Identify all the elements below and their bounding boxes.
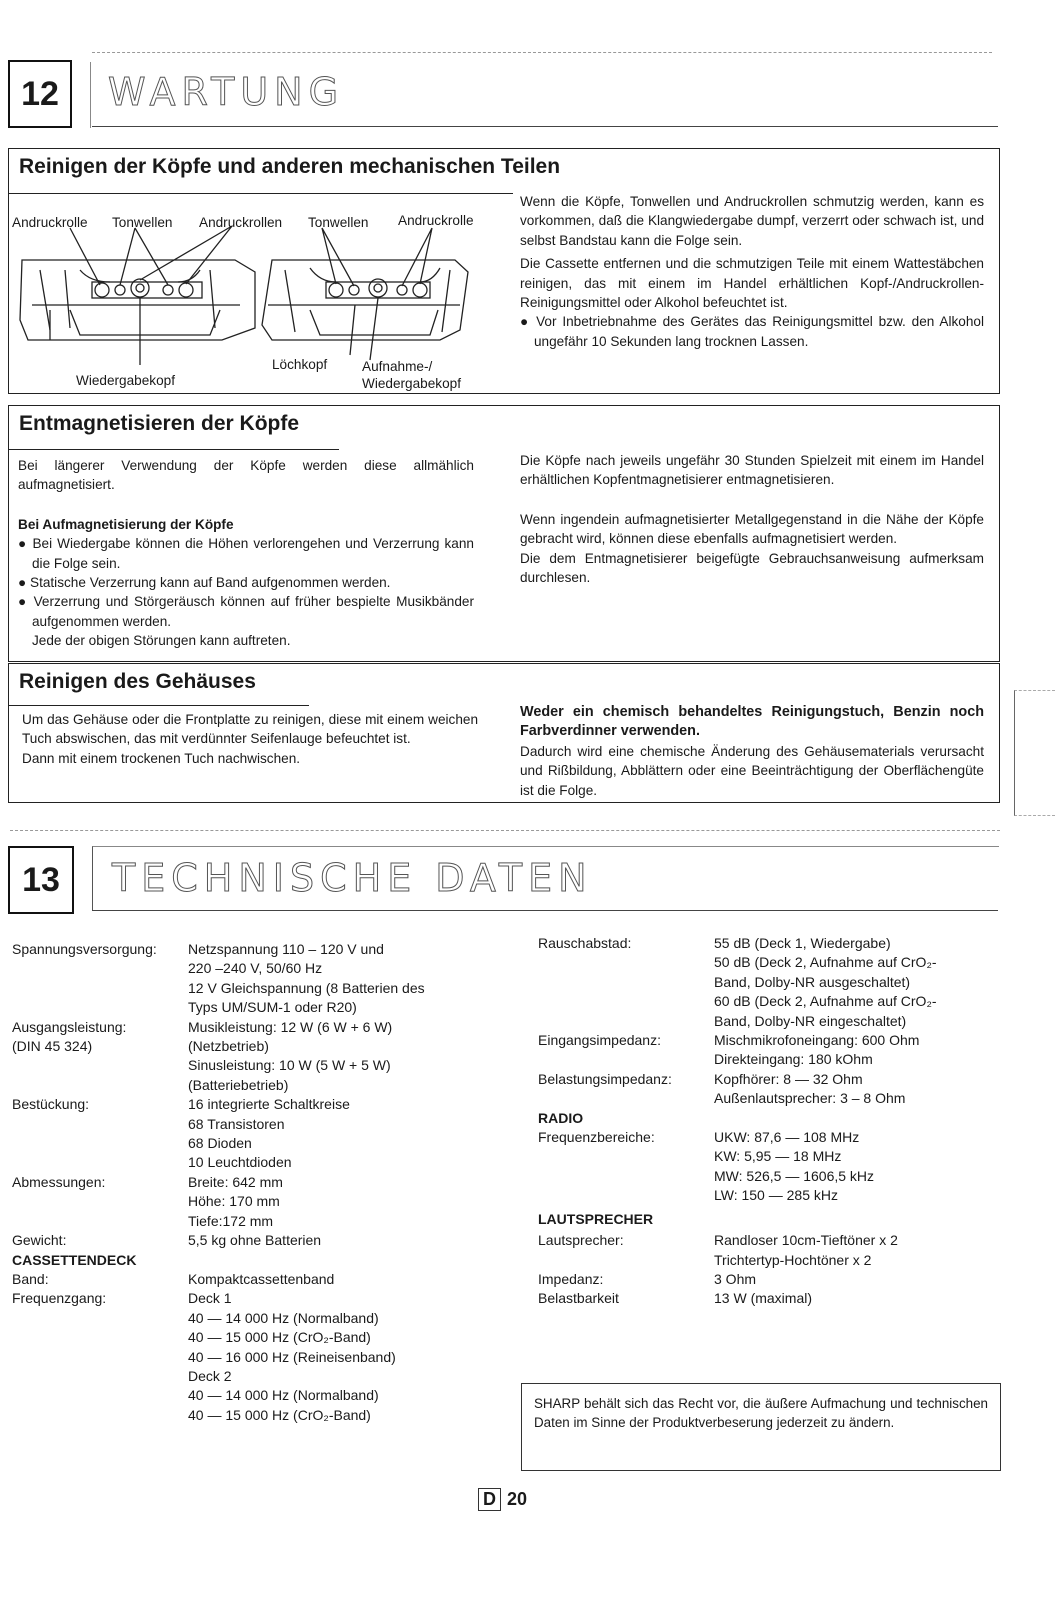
cassette-heading: CASSETTENDECK xyxy=(12,1251,137,1268)
spec-value: Außenlautsprecher: 3 – 8 Ohm xyxy=(714,1090,906,1107)
spec-label-load-impedance: Belastungsimpedanz: xyxy=(538,1070,672,1087)
spec-value: Deck 2 xyxy=(188,1367,232,1384)
demag-subhead: Bei Aufmagnetisierung der Köpfe xyxy=(18,516,234,532)
spec-value: 220 –240 V, 50/60 Hz xyxy=(188,960,323,977)
spec-values-noise xyxy=(714,934,998,1031)
demag-right-p1: Die Köpfe nach jeweils ungefähr 30 Stunden Spielzeit mit einem im Handel erhältlichen Kopfentmagnetisierer entmagnetisieren. xyxy=(520,453,984,488)
spec-row-input-impedance xyxy=(538,1031,1008,1070)
demag-header xyxy=(9,406,999,448)
section-13-title: TECHNISCHE DATEN xyxy=(112,856,593,900)
sharp-disclaimer: SHARP behält sich das Recht vor, die äußere Aufmachung und technischen Daten im Sinne der Produktverbeserung jederzeit zu ändern. xyxy=(521,1383,1001,1471)
spec-value: Deck 1 xyxy=(188,1290,232,1307)
spec-value: (Batteriebetrieb) xyxy=(188,1076,289,1093)
demag-right-text xyxy=(520,451,984,587)
spec-row-radio xyxy=(538,1128,1008,1206)
spec-values-components xyxy=(188,1095,350,1173)
spec-value: Randloser 10cm-Tieftöner x 2 xyxy=(714,1232,898,1249)
label-aufnahme-2: Wiedergabekopf xyxy=(362,376,461,391)
spec-value: 40 — 14 000 Hz (Normalband) xyxy=(188,1387,379,1404)
spec-row-power xyxy=(12,940,512,1018)
heads-cleaning-header xyxy=(9,149,999,193)
spec-value: KW: 5,95 — 18 MHz xyxy=(714,1148,842,1165)
tape-mechanism-diagram xyxy=(10,210,510,390)
spec-value: Trichtertyp-Hochtöner x 2 xyxy=(714,1251,872,1268)
spec-value: Mischmikrofoneingang: 600 Ohm xyxy=(714,1032,920,1049)
spec-value: Breite: 642 mm xyxy=(188,1173,283,1190)
spec-label-radio: Frequenzbereiche: xyxy=(538,1129,655,1146)
spec-label-output-2: (DIN 45 324) xyxy=(12,1038,93,1055)
spec-row-load-impedance xyxy=(538,1070,1008,1109)
demag-left-text xyxy=(18,456,474,651)
spec-value: 68 Transistoren xyxy=(188,1115,285,1132)
radio-heading: RADIO xyxy=(538,1109,584,1126)
spec-row-impedance xyxy=(538,1270,1008,1289)
demag-closing: Jede der obigen Störungen kann auftreten. xyxy=(32,633,291,649)
spec-value: Tiefe:172 mm xyxy=(188,1212,274,1229)
spec-value: 16 integrierte Schaltkreise xyxy=(188,1096,350,1113)
housing-left-p1: Um das Gehäuse oder die Frontplatte zu reinigen, diese mit einem weichen Tuch abswischen, das mit verdünnter Seifenlauge befeuchtet ist. xyxy=(22,712,478,747)
housing-title-underline xyxy=(9,705,309,706)
label-andruckrolle-left: Andruckrolle xyxy=(12,215,88,230)
housing-left-p2: Dann mit einem trockenen Tuch nachwischen. xyxy=(22,750,301,766)
spec-label-noise: Rauschabstad: xyxy=(538,935,632,951)
label-tonwellen-left: Tonwellen xyxy=(112,215,173,230)
spec-value: 40 — 15 000 Hz (CrO₂-Band) xyxy=(188,1406,371,1423)
spec-values-radio xyxy=(714,1128,874,1206)
spec-value: 40 — 14 000 Hz (Normalband) xyxy=(188,1309,379,1326)
heads-cleaning-text xyxy=(520,192,984,351)
spec-label-frequency: Frequenzgang: xyxy=(12,1290,107,1307)
spec-label-load: Belastbarkeit xyxy=(538,1290,619,1307)
demag-bullet-3 xyxy=(18,592,474,631)
housing-title: Reinigen des Gehäuses xyxy=(19,670,256,693)
spec-value: 60 dB (Deck 2, Aufnahme auf CrO₂- xyxy=(714,993,937,1010)
spec-value: 12 V Gleichspannung (8 Batterien des xyxy=(188,979,425,996)
spec-values-power xyxy=(188,940,425,1018)
demag-bullet-2-text: Statische Verzerrung kann auf Band aufgenommen werden. xyxy=(30,575,391,591)
section-12-title: WARTUNG xyxy=(108,70,345,114)
spec-value: Netzspannung 110 – 120 V und xyxy=(188,941,384,957)
spec-row-dimensions xyxy=(12,1173,512,1231)
demag-bullet-3-text: Verzerrung und Störgeräusch können auf früher bespielte Musikbänder aufgenommen werden. xyxy=(32,594,474,629)
heads-cleaning-title: Reinigen der Köpfe und anderen mechanischen Teilen xyxy=(19,155,561,178)
section-12-top-rule xyxy=(92,52,992,53)
spec-values-weight xyxy=(188,1231,321,1250)
bullet-icon: ● xyxy=(18,575,30,591)
demag-title-underline xyxy=(9,449,339,450)
spec-row-output xyxy=(12,1018,512,1096)
heads-bullet-text: Vor Inbetriebnahme des Gerätes das Reinigungsmittel bzw. den Alkohol ungefähr 10 Sekunden lang trocknen Lassen. xyxy=(534,314,984,349)
demag-bullet-1 xyxy=(18,534,474,573)
label-loechkopf: Löchkopf xyxy=(272,357,328,372)
heads-title-underline xyxy=(9,193,513,194)
demag-title: Entmagnetisieren der Köpfe xyxy=(19,412,300,435)
specs-right xyxy=(538,934,1008,1309)
spec-value: UKW: 87,6 — 108 MHz xyxy=(714,1129,860,1146)
label-aufnahme-1: Aufnahme-/ xyxy=(362,359,433,374)
spec-value: 10 Leuchtdioden xyxy=(188,1154,292,1171)
spec-values-speaker xyxy=(714,1231,898,1270)
spec-label-power: Spannungsversorgung: xyxy=(12,941,157,957)
spec-label-output-1: Ausgangsleistung: xyxy=(12,1018,127,1035)
spec-label-band: Band: xyxy=(12,1270,49,1287)
spec-row-speaker xyxy=(538,1231,1008,1270)
spec-values-frequency xyxy=(188,1289,396,1425)
section-13-number: 13 xyxy=(8,846,74,914)
housing-left-text xyxy=(22,710,478,768)
spec-value: Kopfhörer: 8 — 32 Ohm xyxy=(714,1070,863,1087)
page-number-value: 20 xyxy=(507,1489,528,1509)
spec-value: 50 dB (Deck 2, Aufnahme auf CrO₂- xyxy=(714,954,937,971)
section-12-bottom-rule xyxy=(92,126,998,127)
heads-para-1: Wenn die Köpfe, Tonwellen und Andruckrollen schmutzig werden, kann es vorkommen, daß die Klangwiedergabe dumpf, verzerrt oder schwach ist, und selbst Bandstau kann die Folge sein. xyxy=(520,194,984,248)
spec-value: Direkteingang: 180 kOhm xyxy=(714,1051,873,1068)
heads-bullet xyxy=(520,312,984,351)
housing-right-p: Dadurch wird eine chemische Änderung des Gehäusematerials verursacht und Rißbildung, Abblättern oder eine Beeinträchtigung der Oberflächengüte ist die Folge. xyxy=(520,743,984,798)
specs-left xyxy=(12,940,512,1425)
label-tonwellen-right: Tonwellen xyxy=(308,215,369,230)
spec-value: 68 Dioden xyxy=(188,1135,252,1152)
section-13-bottom-rule xyxy=(92,910,998,911)
demag-bullet-1-text: Bei Wiedergabe können die Höhen verlorengehen und Verzerrung kann die Folge sein. xyxy=(32,536,474,571)
housing-right-text xyxy=(520,703,984,800)
spec-row-band xyxy=(12,1270,512,1289)
tape-mechanism-illustration xyxy=(10,210,510,390)
spec-label-input-impedance: Eingangsimpedanz: xyxy=(538,1032,661,1049)
spec-value: Musikleistung: 12 W (6 W + 6 W) xyxy=(188,1018,393,1035)
spec-value: Typs UM/SUM-1 oder R20) xyxy=(188,999,357,1016)
spec-row-load xyxy=(538,1289,1008,1308)
spec-value: LW: 150 — 285 kHz xyxy=(714,1187,838,1204)
spec-value: 3 Ohm xyxy=(714,1270,757,1287)
spec-values-load-impedance xyxy=(714,1070,905,1109)
spec-value: 40 — 16 000 Hz (Reineisenband) xyxy=(188,1348,396,1365)
demag-bullet-2 xyxy=(18,573,474,592)
bullet-icon: ● xyxy=(18,536,33,552)
spec-value: Band, Dolby-NR eingeschaltet) xyxy=(714,1012,907,1029)
margin-tab-mark xyxy=(1014,690,1055,816)
speaker-heading: LAUTSPRECHER xyxy=(538,1210,654,1227)
page-number xyxy=(478,1488,527,1511)
spec-row-components xyxy=(12,1095,512,1173)
spec-label-components: Bestückung: xyxy=(12,1096,90,1113)
spec-label-impedance: Impedanz: xyxy=(538,1270,604,1287)
spec-row-frequency xyxy=(12,1289,512,1425)
spec-value: Sinusleistung: 10 W (5 W + 5 W) xyxy=(188,1057,391,1074)
spec-row-noise xyxy=(538,934,1008,1031)
label-andruckrolle-right: Andruckrolle xyxy=(398,213,474,228)
language-code: D xyxy=(478,1488,501,1511)
housing-warning: Weder ein chemisch behandeltes Reinigungstuch, Benzin noch Farbverdinner verwenden. xyxy=(520,704,984,740)
spec-label-speaker: Lautsprecher: xyxy=(538,1232,624,1249)
spec-values-input-impedance xyxy=(714,1031,919,1070)
housing-header xyxy=(9,664,999,704)
spec-value: MW: 526,5 — 1606,5 kHz xyxy=(714,1167,875,1184)
spec-value-band: Kompaktcassettenband xyxy=(188,1270,335,1287)
spec-value: 55 dB (Deck 1, Wiedergabe) xyxy=(714,935,891,951)
demag-intro: Bei längerer Verwendung der Köpfe werden diese allmählich aufmagnetisiert. xyxy=(18,458,474,493)
spec-value: 40 — 15 000 Hz (CrO₂-Band) xyxy=(188,1329,371,1346)
demag-right-p2: Wenn ingendein aufmagnetisierter Metallgegenstand in die Nähe der Köpfe gebracht wird, können diese ebenfalls aufmagnetisiert werden. xyxy=(520,511,984,547)
bullet-icon: ● xyxy=(18,594,34,610)
spec-value: (Netzbetrieb) xyxy=(188,1038,269,1055)
section-13-top-rule xyxy=(10,830,1000,831)
spec-label-dimensions: Abmessungen: xyxy=(12,1173,106,1190)
spec-value: Höhe: 170 mm xyxy=(188,1193,280,1210)
section-12-number: 12 xyxy=(8,60,72,128)
section-12-title-frame xyxy=(90,62,93,128)
label-andruckrollen: Andruckrollen xyxy=(199,215,283,230)
spec-values-output xyxy=(188,1018,392,1096)
spec-value: 13 W (maximal) xyxy=(714,1290,813,1307)
demag-right-p3: Die dem Entmagnetisierer beigefügte Gebrauchsanweisung aufmerksam durchlesen. xyxy=(520,550,984,586)
label-wiedergabekopf: Wiedergabekopf xyxy=(76,373,175,388)
spec-label-output xyxy=(12,1018,188,1096)
spec-row-weight xyxy=(12,1231,512,1250)
spec-values-dimensions xyxy=(188,1173,283,1231)
spec-label-weight: Gewicht: xyxy=(12,1232,67,1249)
bullet-icon: ● xyxy=(520,314,537,330)
heads-para-2: Die Cassette entfernen und die schmutzigen Teile mit einem Wattestäbchen reinigen, das mit einem im Handel erhältlichen Kopf-/Andruckrollen-Reinigungsmittel oder Alkohol befeuchtet ist. xyxy=(520,256,984,311)
spec-value: Band, Dolby-NR ausgeschaltet) xyxy=(714,973,911,990)
spec-value: 5,5 kg ohne Batterien xyxy=(188,1232,322,1249)
